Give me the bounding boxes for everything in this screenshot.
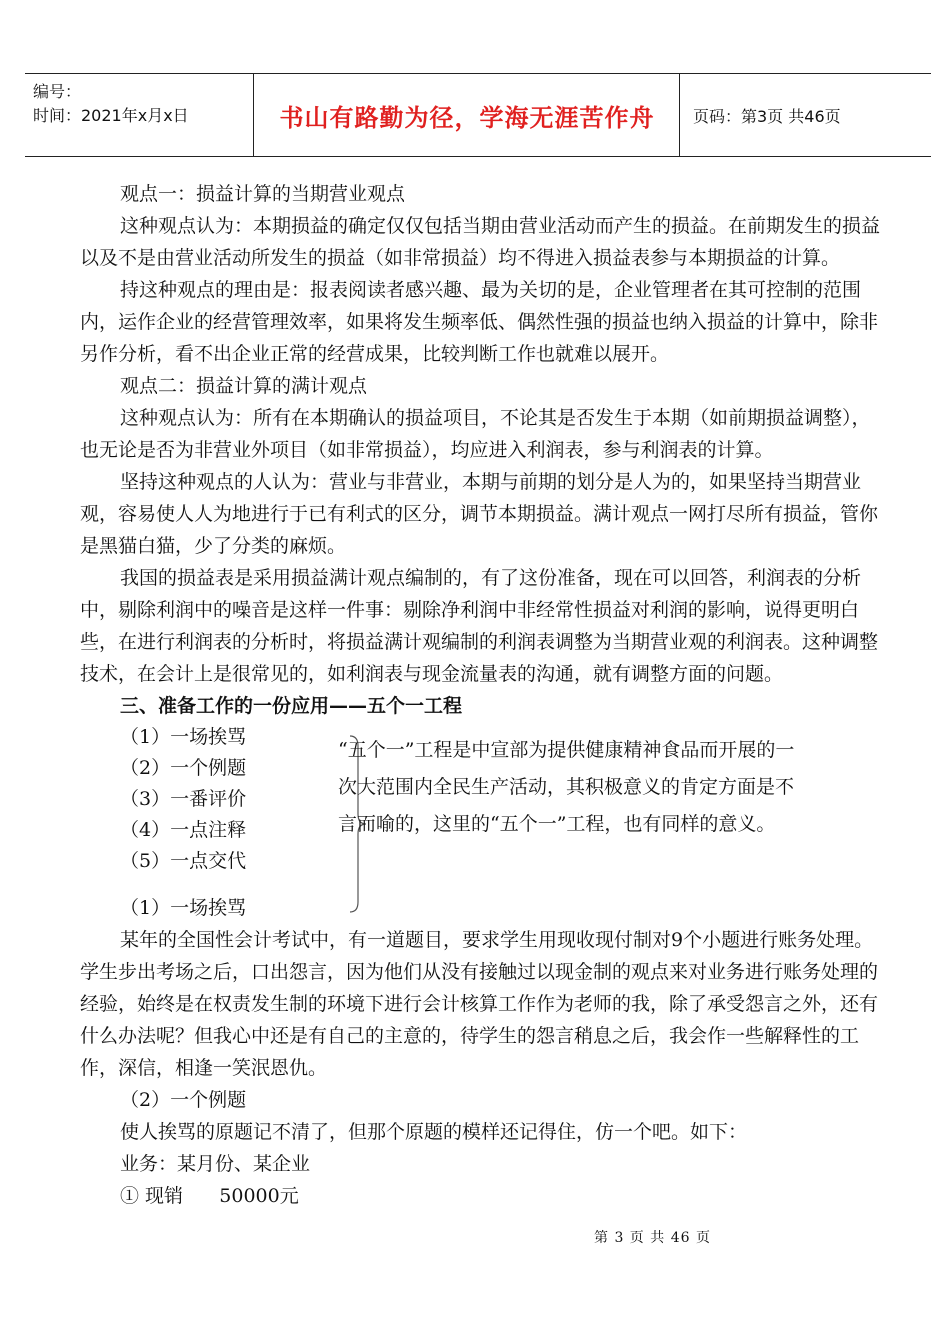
- list-item: （4）一点注释: [120, 819, 247, 841]
- five-ones-description: “五个一”工程是中宣部为提供健康精神食品而开展的一次大范围内全民生产活动，其积极意义的肯定方面是不言而喻的，这里的“五个一”工程，也有同样的意义。: [338, 739, 795, 835]
- list-item: （2）一个例题: [120, 757, 247, 779]
- header-divider-left: [253, 74, 254, 156]
- paragraph: 这种观点认为：本期损益的确定仅仅包括当期由营业活动而产生的损益。在前期发生的损益以及不是由营业活动所发生的损益（如非常损益）均不得进入损益表参与本期损益的计算。: [80, 215, 881, 269]
- list-item: （1）一场挨骂: [120, 726, 247, 748]
- paragraph: 坚持这种观点的人认为：营业与非营业，本期与前期的划分是人为的，如果坚持当期营业观，容易使人人为地进行于已有利式的区分，调节本期损益。满计观点一网打尽所有损益，管你是黑猫白猫，少了分类的麻烦。: [80, 471, 879, 557]
- paragraph-viewpoint-two: 观点二：损益计算的满计观点: [120, 375, 368, 397]
- subheading: （1）一场挨骂: [120, 897, 247, 919]
- document-body: [80, 178, 880, 1212]
- subheading: （2）一个例题: [120, 1089, 247, 1111]
- time-label: 时间：2021年x月x日: [33, 106, 189, 125]
- header-meta: [33, 80, 189, 128]
- paragraph-viewpoint-one: 观点一：损益计算的当期营业观点: [120, 183, 406, 205]
- paragraph: 持这种观点的理由是：报表阅读者感兴趣、最为关切的是，企业管理者在其可控制的范围内，运作企业的经营管理效率，如果将发生频率低、偶然性强的损益也纳入损益的计算中，除非另作分析，看不出企业正常的经营成果，比较判断工作也就难以展开。: [80, 279, 879, 365]
- paragraph: 这种观点认为：所有在本期确认的损益项目，不论其是否发生于本期（如前期损益调整），也无论是否为非营业外项目（如非常损益），均应进入利润表，参与利润表的计算。: [80, 407, 871, 461]
- list-item: （3）一番评价: [120, 788, 247, 810]
- paragraph: 使人挨骂的原题记不清了，但那个原题的模样还记得住，仿一个吧。如下：: [120, 1121, 748, 1143]
- paragraph: 我国的损益表是采用损益满计观点编制的，有了这份准备，现在可以回答，利润表的分析中，剔除利润中的噪音是这样一件事：剔除净利润中非经常性损益对利润的影响，说得更明白些，在进行利润表的分析时，将损益满计观编制的利润表调整为当期营业观的利润表。这种调整技术，在会计上是很常见的，如利润表与现金流量表的沟通，就有调整方面的问题。: [80, 567, 879, 685]
- page-footer: 第 3 页 共 46 页: [594, 1230, 711, 1246]
- paragraph: 业务：某月份、某企业: [120, 1153, 311, 1175]
- page-header: [25, 73, 931, 157]
- header-divider-right: [679, 74, 680, 156]
- paragraph: 某年的全国性会计考试中，有一道题目，要求学生用现收现付制对9个小题进行账务处理。学生步出考场之后，口出怨言，因为他们从没有接触过以现金制的观点来对业务进行账务处理的经验，始终是在权责发生制的环境下进行会计核算工作作为老师的我，除了承受怨言之外，还有什么办法呢？但我心中还是有自己的主意的，待学生的怨言稍息之后，我会作一些解释性的工作，深信，相逢一笑泯恩仇。: [80, 929, 879, 1079]
- five-ones-list: [120, 722, 246, 877]
- paragraph: ① 现销 50000元: [120, 1185, 299, 1207]
- header-slogan: 书山有路勤为径，学海无涯苦作舟: [279, 103, 655, 132]
- header-page-info: 页码：第3页 共46页: [693, 106, 841, 126]
- list-item: （5）一点交代: [120, 850, 247, 872]
- section-heading: 三、准备工作的一份应用——五个一工程: [120, 695, 463, 717]
- five-ones-figure: [80, 722, 880, 918]
- number-label: 编号：: [33, 82, 82, 101]
